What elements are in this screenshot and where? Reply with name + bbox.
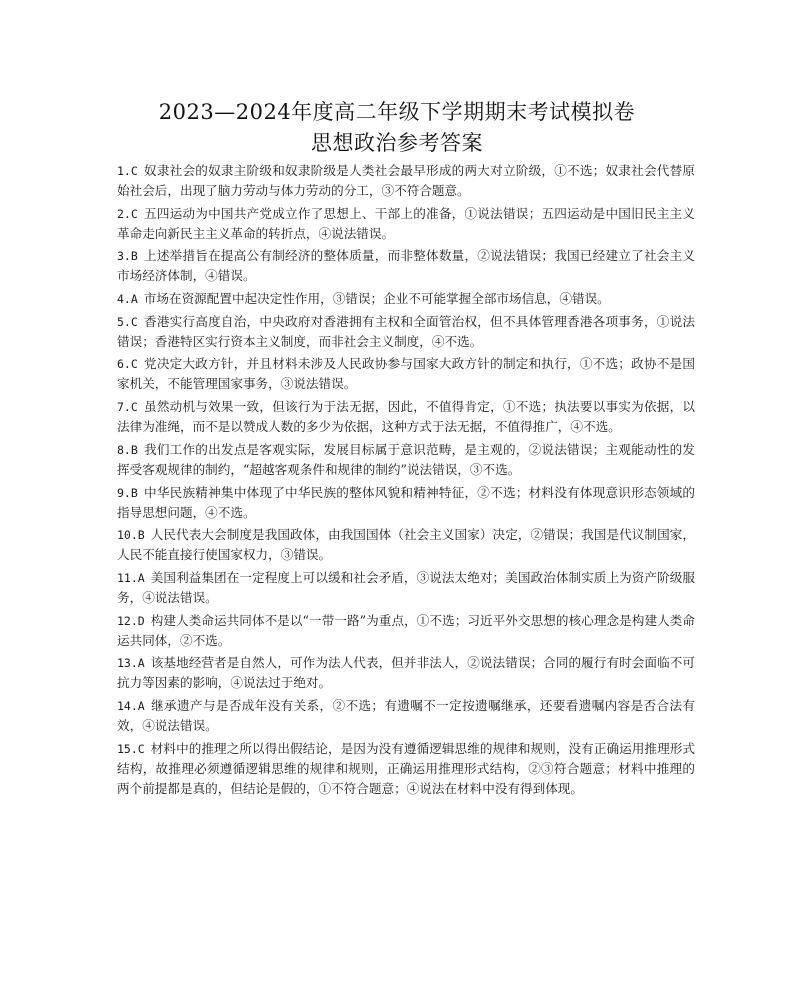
document-subtitle: 思想政治参考答案 [311, 131, 483, 155]
document-title: 2023—2024年度高二年级下学期期末考试模拟卷 [158, 100, 636, 124]
answer-explanation: 中华民族精神集中体现了中华民族的整体风貌和精神特征，②不选；材料没有体现意识形态领域的指导思想问题，④不选。 [117, 484, 695, 520]
answer-explanation: 香港实行高度自治，中央政府对香港拥有主权和全面管治权，但不具体管理香港各项事务，①说法错误；香港特区实行资本主义制度，而非社会主义制度，④不选。 [117, 313, 695, 349]
answer-item-10 [117, 525, 695, 565]
answer-number: 15.C [117, 741, 145, 756]
answer-item-7 [117, 397, 695, 437]
answer-number: 5.C [117, 314, 138, 329]
answer-number: 11.A [117, 570, 145, 585]
answer-item-5 [117, 312, 695, 352]
answer-item-2 [117, 204, 695, 244]
answer-item-6 [117, 354, 695, 394]
answer-number: 8.B [117, 442, 138, 457]
answer-number: 6.C [117, 357, 138, 372]
answer-explanation: 虽然动机与效果一致，但该行为于法无据，因此，不值得肯定，①不选；执法要以事实为依据，以法律为准绳，而不是以赞成人数的多少为依据，这种方式于法无据，不值得推广，④不选。 [117, 399, 695, 435]
answer-explanation: 继承遗产与是否成年没有关系，②不选；有遗嘱不一定按遗嘱继承，还要看遗嘱内容是否合法有效，④说法错误。 [117, 697, 695, 733]
answer-number: 14.A [117, 698, 145, 713]
answer-explanation: 奴隶社会的奴隶主阶级和奴隶阶级是人类社会最早形成的两大对立阶级，①不选；奴隶社会代替原始社会后，出现了脑力劳动与体力劳动的分工，③不符合题意。 [117, 163, 695, 198]
answer-number: 1.C [117, 164, 138, 178]
answer-explanation: 构建人类命运共同体不是以“一带一路”为重点，①不选；习近平外交思想的核心理念是构建人类命运共同体，②不选。 [117, 612, 695, 648]
answer-item-14 [117, 696, 695, 736]
answer-item-3 [117, 246, 695, 286]
answer-item-9 [117, 483, 695, 523]
answer-explanation: 人民代表大会制度是我国政体，由我国国体（社会主义国家）决定，②错误；我国是代议制国家，人民不能直接行使国家权力，③错误。 [117, 527, 695, 563]
answer-list [117, 161, 695, 801]
answer-number: 9.B [117, 485, 138, 500]
answer-explanation: 材料中的推理之所以得出假结论，是因为没有遵循逻辑思维的规律和规则，没有正确运用推理形式结构，故推理必须遵循逻辑思维的规律和规则，正确运用推理形式结构，②③符合题意；材料中推理的两个前提都是真的，但结论是假的，①不符合题意；④说法在材料中没有得到体现。 [117, 740, 695, 796]
answer-explanation: 上述举措旨在提高公有制经济的整体质量，而非整体数量，②说法错误；我国已经建立了社会主义市场经济体制，④错误。 [117, 248, 695, 284]
answer-item-11 [117, 568, 695, 608]
answer-explanation: 市场在资源配置中起决定性作用，③错误；企业不可能掌握全部市场信息，④错误。 [143, 291, 610, 307]
answer-item-4 [117, 289, 695, 309]
answer-explanation: 五四运动为中国共产党成立作了思想上、干部上的准备，①说法错误；五四运动是中国旧民主主义革命走向新民主主义革命的转折点，④说法错误。 [117, 205, 695, 241]
answer-number: 4.A [117, 292, 138, 307]
answer-item-15 [117, 739, 695, 799]
answer-number: 3.B [117, 249, 138, 264]
answer-item-12 [117, 611, 695, 651]
answer-explanation: 美国利益集团在一定程度上可以缓和社会矛盾，③说法太绝对；美国政治体制实质上为资产阶级服务，④说法错误。 [117, 569, 695, 605]
answer-number: 7.C [117, 400, 138, 415]
answer-number: 12.D [117, 613, 145, 628]
answer-number: 2.C [117, 206, 138, 221]
answer-explanation: 我们工作的出发点是客观实际，发展目标属于意识范畴，是主观的，②说法错误；主观能动性的发挥受客观规律的制约，“超越客观条件和规律的制约”说法错误，③不选。 [117, 441, 695, 477]
answer-number: 13.A [117, 656, 145, 671]
answer-item-1 [117, 161, 695, 201]
answer-item-8 [117, 440, 695, 480]
answer-explanation: 党决定大政方针，并且材料未涉及人民政协参与国家大政方针的制定和执行，①不选；政协不是国家机关，不能管理国家事务，③说法错误。 [117, 356, 695, 392]
answer-item-13 [117, 653, 695, 693]
answer-explanation: 该基地经营者是自然人，可作为法人代表，但并非法人，②说法错误；合同的履行有时会面临不可抗力等因素的影响，④说法过于绝对。 [117, 655, 695, 691]
answer-number: 10.B [117, 528, 145, 543]
